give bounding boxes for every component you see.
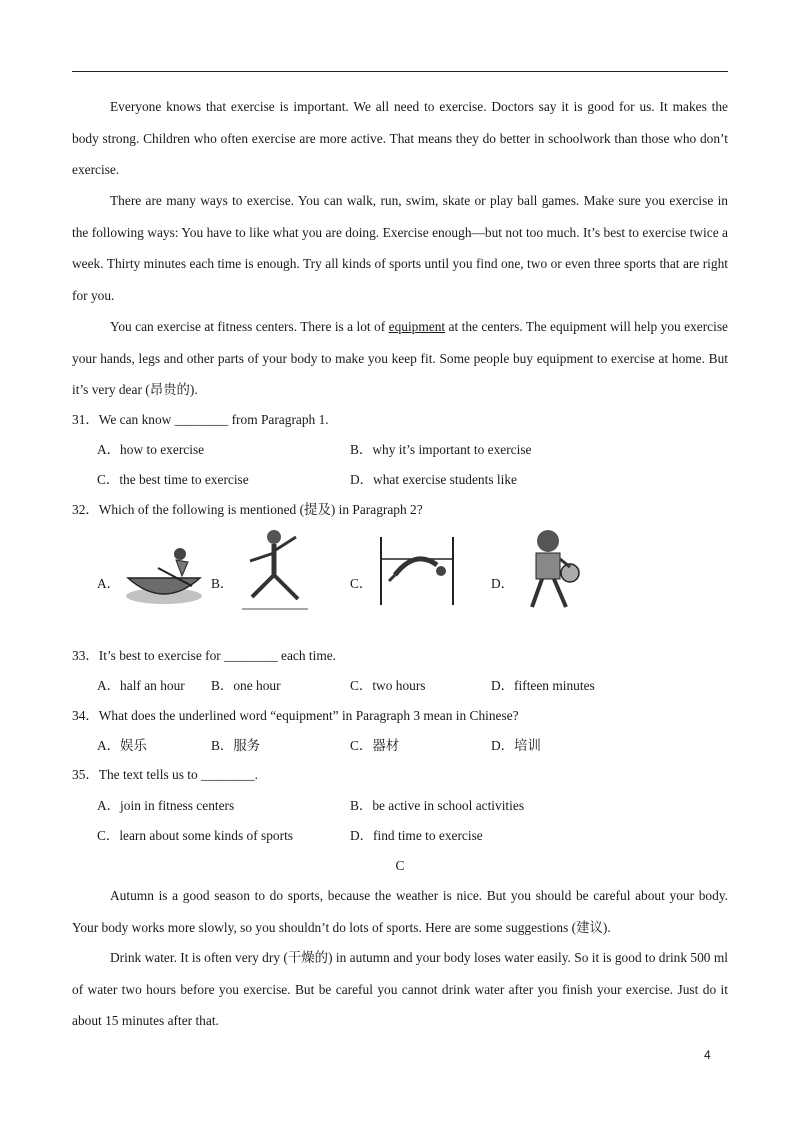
q32-option-a-label[interactable]: A． [97, 576, 121, 591]
section-c-paragraph-2: Drink water. It is often very dry (干燥的) in autumn and your body loses water easily. So it is good to drink 500 ml of water two hours before you exercise. But be careful you cannot drink water after you finish your exercise. Just do it about 15 minutes after that. [72, 950, 728, 1028]
q33-option-d[interactable]: D．fifteen minutes [491, 678, 595, 693]
passage-paragraph-1: Everyone knows that exercise is important. We all need to exercise. Doctors say it is good for us. It makes the body strong. Children who often exercise are more active. That means they do better in schoolwork than those who don’t exercise. [72, 99, 728, 177]
q34-option-b[interactable]: B．服务 [211, 738, 261, 753]
q32-option-c-label[interactable]: C． [350, 576, 373, 591]
q33-option-c[interactable]: C．two hours [350, 678, 426, 693]
q31-option-d[interactable]: D．what exercise students like [350, 472, 517, 487]
question-32-stem: 32．Which of the following is mentioned (提及) in Paragraph 2? [72, 502, 423, 517]
q35-option-c[interactable]: C．learn about some kinds of sports [97, 828, 294, 843]
q31-option-c[interactable]: C．the best time to exercise [97, 472, 249, 487]
page-number: 4 [704, 1048, 711, 1062]
q35-option-a[interactable]: A．join in fitness centers [97, 798, 235, 813]
rowing-boat-picture[interactable] [122, 540, 206, 608]
question-33-stem: 33．It’s best to exercise for ________ each time. [72, 648, 337, 663]
q34-option-d[interactable]: D．培训 [491, 738, 541, 753]
p3-after: at the centers. The equipment will help you exercise your hands, legs and other parts of your body to make you keep fit. Some people buy equipment to exercise at home. But it’s very dear (昂贵的). [72, 319, 728, 397]
high-jump-picture[interactable] [375, 535, 459, 607]
section-c-paragraph-1: Autumn is a good season to do sports, because the weather is nice. But you should be careful about your body. Your body works more slowly, so you shouldn’t do lots of sports. Here are some suggestions (建议). [72, 888, 728, 935]
section-c-heading: C [395, 858, 405, 873]
question-34-stem: 34．What does the underlined word “equipment” in Paragraph 3 mean in Chinese? [72, 708, 519, 723]
q31-option-a[interactable]: A．how to exercise [97, 442, 205, 457]
q33-option-b[interactable]: B．one hour [211, 678, 281, 693]
basketball-player-picture[interactable] [512, 527, 588, 613]
underlined-word-equipment: equipment [388, 319, 446, 334]
q31-option-b[interactable]: B．why it’s important to exercise [350, 442, 532, 457]
q35-option-d[interactable]: D．find time to exercise [350, 828, 483, 843]
header-rule [72, 71, 728, 72]
question-31-stem: 31．We can know ________ from Paragraph 1. [72, 412, 329, 427]
passage-paragraph-2: There are many ways to exercise. You can walk, run, swim, skate or play ball games. Make sure you exercise in the following ways: You have to like what you are doing. Exercise enough—but not too much. It’s best to exercise twice a week. Thirty minutes each time is enough. Try all kinds of sports until you find one, two or even three sports that are right for you. [72, 193, 728, 303]
q32-option-b-label[interactable]: B． [211, 576, 234, 591]
q34-option-c[interactable]: C．器材 [350, 738, 400, 753]
p3-before: You can exercise at fitness centers. There is a lot of [110, 319, 389, 334]
kungfu-stance-picture[interactable] [232, 527, 312, 613]
question-35-stem: 35．The text tells us to ________. [72, 767, 258, 782]
q33-option-a[interactable]: A．half an hour [97, 678, 185, 693]
q35-option-b[interactable]: B．be active in school activities [350, 798, 525, 813]
q32-option-d-label[interactable]: D． [491, 576, 515, 591]
passage-paragraph-3 [72, 311, 728, 406]
q34-option-a[interactable]: A．娱乐 [97, 738, 147, 753]
